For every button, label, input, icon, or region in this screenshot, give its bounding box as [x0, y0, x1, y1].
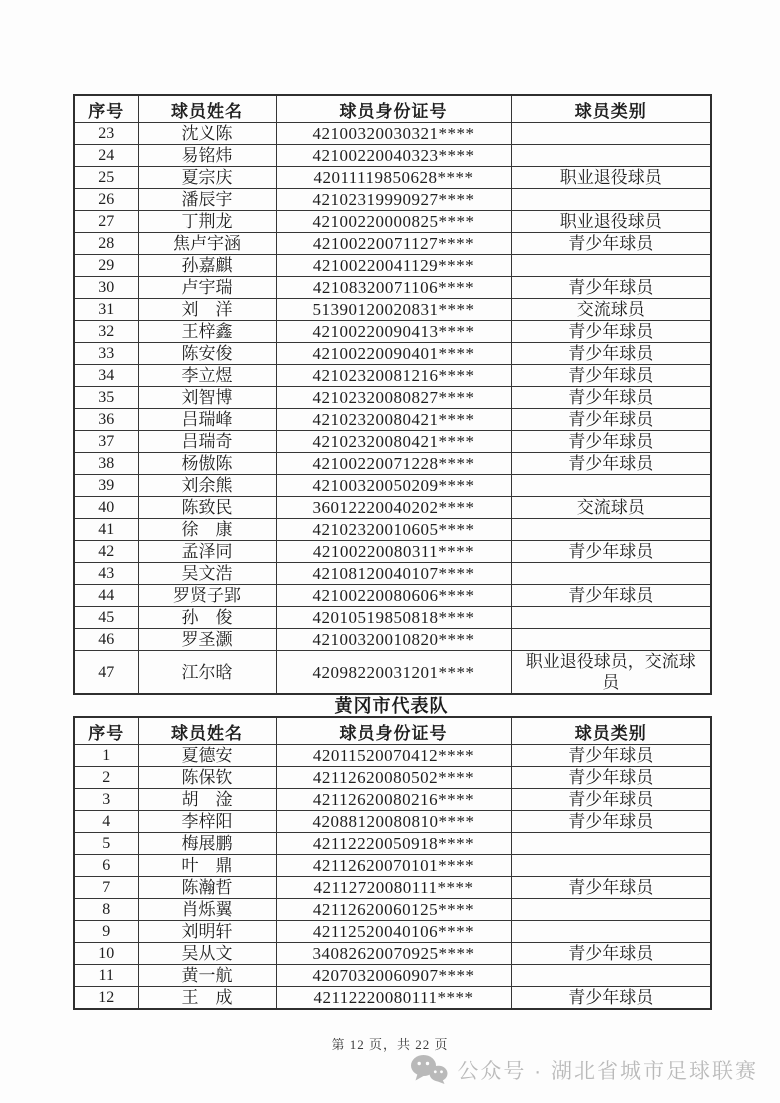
serial-cell: 23: [74, 123, 138, 145]
id-number-cell: 42088120080810****: [276, 811, 511, 833]
id-number-cell: 42102319990927****: [276, 189, 511, 211]
id-number-cell: 42100220071127****: [276, 233, 511, 255]
serial-cell: 29: [74, 255, 138, 277]
player-name-cell: 杨傲陈: [138, 453, 276, 475]
serial-cell: 11: [74, 965, 138, 987]
id-number-cell: 42112620070101****: [276, 855, 511, 877]
watermark-text: 公众号 · 湖北省城市足球联赛: [457, 1059, 758, 1083]
col-header-serial: 序号: [74, 717, 138, 745]
serial-cell: 40: [74, 497, 138, 519]
serial-cell: 38: [74, 453, 138, 475]
table-row: [74, 453, 711, 475]
table-row: [74, 789, 711, 811]
col-header-category: 球员类别: [511, 95, 711, 123]
id-number-cell: 42100220040323****: [276, 145, 511, 167]
table-row: [74, 855, 711, 877]
category-cell: 青少年球员: [511, 321, 711, 343]
serial-cell: 27: [74, 211, 138, 233]
id-number-cell: 51390120020831****: [276, 299, 511, 321]
table-row: [74, 365, 711, 387]
table-row: [74, 585, 711, 607]
serial-cell: 35: [74, 387, 138, 409]
id-number-cell: 42100220090413****: [276, 321, 511, 343]
id-number-cell: 42102320080421****: [276, 409, 511, 431]
id-number-cell: 42100320010820****: [276, 629, 511, 651]
player-name-cell: 黄一航: [138, 965, 276, 987]
serial-cell: 24: [74, 145, 138, 167]
col-header-player-name: 球员姓名: [138, 717, 276, 745]
col-header-category: 球员类别: [511, 717, 711, 745]
category-cell: [511, 629, 711, 651]
category-cell: [511, 519, 711, 541]
category-cell: 青少年球员: [511, 877, 711, 899]
serial-cell: 46: [74, 629, 138, 651]
team-title: 黄冈市代表队: [334, 696, 449, 716]
category-cell: [511, 921, 711, 943]
id-number-cell: 42010519850818****: [276, 607, 511, 629]
table-row: [74, 745, 711, 767]
category-cell: [511, 899, 711, 921]
id-number-cell: 42100220071228****: [276, 453, 511, 475]
id-number-cell: 42102320080421****: [276, 431, 511, 453]
col-header-id-number: 球员身份证号: [276, 717, 511, 745]
category-cell: 青少年球员: [511, 745, 711, 767]
table-row: [74, 255, 711, 277]
player-name-cell: 吕瑞峰: [138, 409, 276, 431]
table-row: [74, 123, 711, 145]
player-roster-table-1-section: [73, 94, 710, 695]
serial-cell: 31: [74, 299, 138, 321]
category-cell: 青少年球员: [511, 767, 711, 789]
player-name-cell: 孙嘉麒: [138, 255, 276, 277]
id-number-cell: 42100220000825****: [276, 211, 511, 233]
player-name-cell: 潘辰宇: [138, 189, 276, 211]
player-name-cell: 刘 洋: [138, 299, 276, 321]
player-name-cell: 叶 鼎: [138, 855, 276, 877]
col-header-id-number: 球员身份证号: [276, 95, 511, 123]
serial-cell: 7: [74, 877, 138, 899]
player-name-cell: 梅展鹏: [138, 833, 276, 855]
category-cell: 青少年球员: [511, 987, 711, 1010]
category-cell: 青少年球员: [511, 541, 711, 563]
category-cell: [511, 255, 711, 277]
player-name-cell: 李梓阳: [138, 811, 276, 833]
table-row: [74, 321, 711, 343]
serial-cell: 33: [74, 343, 138, 365]
serial-cell: 44: [74, 585, 138, 607]
table-row: [74, 475, 711, 497]
table-header-row: [74, 95, 711, 123]
player-name-cell: 李立煜: [138, 365, 276, 387]
player-name-cell: 易铭炜: [138, 145, 276, 167]
player-name-cell: 肖烁翼: [138, 899, 276, 921]
id-number-cell: 36012220040202****: [276, 497, 511, 519]
player-name-cell: 焦卢宇涵: [138, 233, 276, 255]
table-row: [74, 767, 711, 789]
table-row: [74, 607, 711, 629]
id-number-cell: 42112220050918****: [276, 833, 511, 855]
player-name-cell: 夏宗庆: [138, 167, 276, 189]
category-cell: [511, 123, 711, 145]
table-row: [74, 497, 711, 519]
category-cell: 青少年球员: [511, 365, 711, 387]
id-number-cell: 42112620060125****: [276, 899, 511, 921]
table-row: [74, 877, 711, 899]
serial-cell: 43: [74, 563, 138, 585]
player-name-cell: 吴从文: [138, 943, 276, 965]
id-number-cell: 42102320080827****: [276, 387, 511, 409]
player-name-cell: 徐 康: [138, 519, 276, 541]
id-number-cell: 42102320010605****: [276, 519, 511, 541]
serial-cell: 26: [74, 189, 138, 211]
watermark: [410, 1054, 758, 1085]
category-cell: [511, 607, 711, 629]
id-number-cell: 42100320050209****: [276, 475, 511, 497]
category-cell: [511, 965, 711, 987]
serial-cell: 41: [74, 519, 138, 541]
serial-cell: 25: [74, 167, 138, 189]
player-name-cell: 陈保钦: [138, 767, 276, 789]
col-header-serial: 序号: [74, 95, 138, 123]
id-number-cell: 42112620080502****: [276, 767, 511, 789]
serial-cell: 12: [74, 987, 138, 1010]
category-cell: 青少年球员: [511, 585, 711, 607]
table-row: [74, 299, 711, 321]
id-number-cell: 42100320030321****: [276, 123, 511, 145]
player-name-cell: 丁荆龙: [138, 211, 276, 233]
category-cell: [511, 189, 711, 211]
category-cell: 职业退役球员: [511, 211, 711, 233]
player-roster-table-2-section: [73, 716, 710, 1010]
category-cell: [511, 475, 711, 497]
player-name-cell: 陈瀚哲: [138, 877, 276, 899]
id-number-cell: 42098220031201****: [276, 651, 511, 695]
category-cell: 青少年球员: [511, 343, 711, 365]
id-number-cell: 42112220080111****: [276, 987, 511, 1010]
id-number-cell: 42100220080311****: [276, 541, 511, 563]
table-row: [74, 811, 711, 833]
table-row: [74, 519, 711, 541]
serial-cell: 5: [74, 833, 138, 855]
table-row: [74, 167, 711, 189]
table-row: [74, 943, 711, 965]
table-row: [74, 211, 711, 233]
serial-cell: 32: [74, 321, 138, 343]
player-name-cell: 孙 俊: [138, 607, 276, 629]
serial-cell: 28: [74, 233, 138, 255]
player-name-cell: 王 成: [138, 987, 276, 1010]
id-number-cell: 42112620080216****: [276, 789, 511, 811]
id-number-cell: 42100220090401****: [276, 343, 511, 365]
serial-cell: 8: [74, 899, 138, 921]
table-row: [74, 629, 711, 651]
id-number-cell: 42112720080111****: [276, 877, 511, 899]
serial-cell: 1: [74, 745, 138, 767]
table-row: [74, 387, 711, 409]
player-name-cell: 吴文浩: [138, 563, 276, 585]
table-row: [74, 899, 711, 921]
table-row: [74, 563, 711, 585]
id-number-cell: 42102320081216****: [276, 365, 511, 387]
serial-cell: 2: [74, 767, 138, 789]
player-name-cell: 刘明轩: [138, 921, 276, 943]
category-cell: 青少年球员: [511, 811, 711, 833]
serial-cell: 39: [74, 475, 138, 497]
table-row: [74, 651, 711, 695]
table-row: [74, 409, 711, 431]
player-name-cell: 刘智博: [138, 387, 276, 409]
player-name-cell: 罗圣灏: [138, 629, 276, 651]
player-name-cell: 吕瑞奇: [138, 431, 276, 453]
table-row: [74, 233, 711, 255]
wechat-icon: [410, 1054, 448, 1085]
id-number-cell: 42011520070412****: [276, 745, 511, 767]
player-name-cell: 夏德安: [138, 745, 276, 767]
table-row: [74, 431, 711, 453]
category-cell: 职业退役球员，交流球员: [511, 651, 711, 695]
category-cell: [511, 563, 711, 585]
player-name-cell: 江尔晗: [138, 651, 276, 695]
category-cell: 青少年球员: [511, 233, 711, 255]
serial-cell: 30: [74, 277, 138, 299]
player-roster-table-2: [73, 716, 712, 1010]
id-number-cell: 42112520040106****: [276, 921, 511, 943]
table-row: [74, 277, 711, 299]
player-name-cell: 孟泽同: [138, 541, 276, 563]
serial-cell: 9: [74, 921, 138, 943]
category-cell: 青少年球员: [511, 943, 711, 965]
category-cell: 交流球员: [511, 497, 711, 519]
id-number-cell: 42108320071106****: [276, 277, 511, 299]
category-cell: 青少年球员: [511, 453, 711, 475]
player-name-cell: 陈安俊: [138, 343, 276, 365]
table-row: [74, 145, 711, 167]
page-number: 第 12 页，共 22 页: [331, 1037, 449, 1052]
table-row: [74, 541, 711, 563]
category-cell: 职业退役球员: [511, 167, 711, 189]
category-cell: 交流球员: [511, 299, 711, 321]
player-name-cell: 胡 淦: [138, 789, 276, 811]
serial-cell: 37: [74, 431, 138, 453]
category-cell: 青少年球员: [511, 431, 711, 453]
category-cell: 青少年球员: [511, 387, 711, 409]
category-cell: 青少年球员: [511, 277, 711, 299]
player-name-cell: 王梓鑫: [138, 321, 276, 343]
table-row: [74, 965, 711, 987]
category-cell: 青少年球员: [511, 789, 711, 811]
player-name-cell: 沈义陈: [138, 123, 276, 145]
table-header-row: [74, 717, 711, 745]
serial-cell: 3: [74, 789, 138, 811]
serial-cell: 6: [74, 855, 138, 877]
serial-cell: 45: [74, 607, 138, 629]
table-row: [74, 987, 711, 1010]
table-row: [74, 343, 711, 365]
id-number-cell: 42100220041129****: [276, 255, 511, 277]
table-row: [74, 921, 711, 943]
player-name-cell: 罗贤子郢: [138, 585, 276, 607]
serial-cell: 10: [74, 943, 138, 965]
player-name-cell: 卢宇瑞: [138, 277, 276, 299]
category-cell: [511, 855, 711, 877]
id-number-cell: 42108120040107****: [276, 563, 511, 585]
id-number-cell: 42070320060907****: [276, 965, 511, 987]
serial-cell: 4: [74, 811, 138, 833]
serial-cell: 34: [74, 365, 138, 387]
id-number-cell: 34082620070925****: [276, 943, 511, 965]
col-header-player-name: 球员姓名: [138, 95, 276, 123]
player-name-cell: 陈致民: [138, 497, 276, 519]
table-row: [74, 189, 711, 211]
id-number-cell: 42011119850628****: [276, 167, 511, 189]
id-number-cell: 42100220080606****: [276, 585, 511, 607]
serial-cell: 42: [74, 541, 138, 563]
category-cell: 青少年球员: [511, 409, 711, 431]
table-row: [74, 833, 711, 855]
serial-cell: 47: [74, 651, 138, 695]
serial-cell: 36: [74, 409, 138, 431]
category-cell: [511, 833, 711, 855]
category-cell: [511, 145, 711, 167]
player-name-cell: 刘余熊: [138, 475, 276, 497]
player-roster-table-1: [73, 94, 712, 695]
